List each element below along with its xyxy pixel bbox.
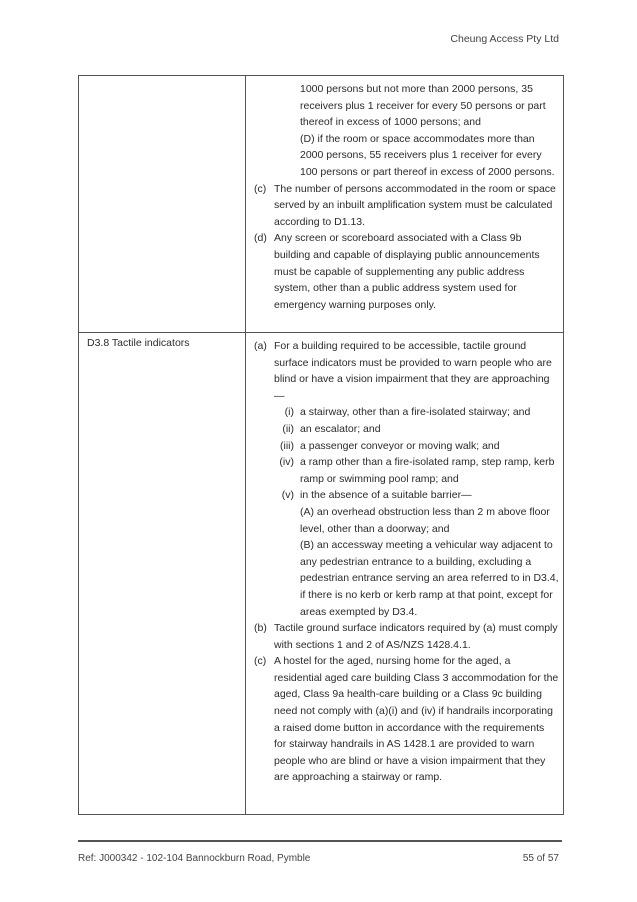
item-text: For a building required to be accessible, tactile ground surface indicators must be provided to warn people who are blind or have a vision impairment that they are approaching— <box>274 340 552 402</box>
table-row <box>79 76 563 333</box>
sub-item <box>254 454 559 487</box>
sub-text: a passenger conveyor or moving walk; and <box>300 439 500 452</box>
item-marker: (c) <box>254 182 267 195</box>
sub-item <box>254 487 559 504</box>
item-marker: (c) <box>254 655 267 668</box>
table-row <box>79 333 563 814</box>
sub-sub-item: (B) an accessway meeting a vehicular way adjacent to any pedestrian entrance to a building, excluding a pedestrian entrance serving an area referred to in D3.4, if there is no kerb or kerb ramp at that point, except for areas exempted by D3.4. <box>300 539 559 618</box>
clause-label: D3.8 Tactile indicators <box>79 333 246 814</box>
item-marker: (a) <box>254 340 267 352</box>
sub-marker: (ii) <box>282 422 294 435</box>
sub-text: in the absence of a suitable barrier— <box>300 489 472 502</box>
list-item <box>254 338 559 404</box>
clause-label <box>79 76 246 332</box>
sub-marker: (i) <box>284 406 294 419</box>
item-marker: (d) <box>254 232 267 245</box>
requirements-table <box>78 75 564 815</box>
clause-content <box>246 76 563 332</box>
item-text: The number of persons accommodated in the room or space served by an inbuilt amplification system must be calculated according to D1.13. <box>274 182 556 228</box>
sub-item <box>254 438 559 455</box>
item-marker: (b) <box>254 622 267 635</box>
sub-item <box>254 404 559 421</box>
list-item <box>254 230 559 313</box>
sub-text: an escalator; and <box>300 422 381 435</box>
sub-text: a stairway, other than a fire-isolated stairway; and <box>300 406 531 419</box>
item-text: A hostel for the aged, nursing home for the aged, a residential aged care building Class 3 accommodation for the aged, Class 9a health-care building or a Class 9c building need not comply with (a)(i) and (iv) if handrails incorporating a raised dome button in accordance with the requirements for stairway handrails in AS 1428.1 are provided to warn people who are blind or have a vision impairment that they are approaching a stairway or ramp. <box>274 655 559 784</box>
sub-item <box>254 421 559 438</box>
item-text: Tactile ground surface indicators required by (a) must comply with sections 1 and 2 of AS/NZS 1428.4.1. <box>274 622 558 651</box>
clause-content <box>246 333 563 814</box>
item-text: Any screen or scoreboard associated with a Class 9b building and capable of displaying public announcements must be capable of supplementing any public address system, other than a public address system used for emergency warning purposes only. <box>274 232 540 311</box>
footer-reference: Ref: J000342 - 102-104 Bannockburn Road, Pymble <box>78 853 311 864</box>
sub-text: a ramp other than a fire-isolated ramp, step ramp, kerb ramp or swimming pool ramp; and <box>300 456 555 485</box>
continued-text: (D) if the room or space accommodates more than 2000 persons, 55 receivers plus 1 receiver for every 100 persons or part thereof in excess of 2000 persons. <box>300 132 555 178</box>
list-item <box>254 181 559 231</box>
sub-sub-item: (A) an overhead obstruction less than 2 m above floor level, other than a doorway; and <box>300 505 550 535</box>
sub-marker: (iv) <box>279 456 294 469</box>
list-item <box>254 653 559 786</box>
list-item <box>254 620 559 653</box>
sub-marker: (v) <box>281 489 294 502</box>
header-company-name: Cheung Access Pty Ltd <box>450 33 559 45</box>
page-number: 55 of 57 <box>522 853 559 864</box>
continued-text: 1000 persons but not more than 2000 persons, 35 receivers plus 1 receiver for every 50 persons or part thereof in excess of 1000 persons; and <box>300 83 546 129</box>
footer-divider <box>78 840 562 842</box>
sub-marker: (iii) <box>280 439 294 452</box>
